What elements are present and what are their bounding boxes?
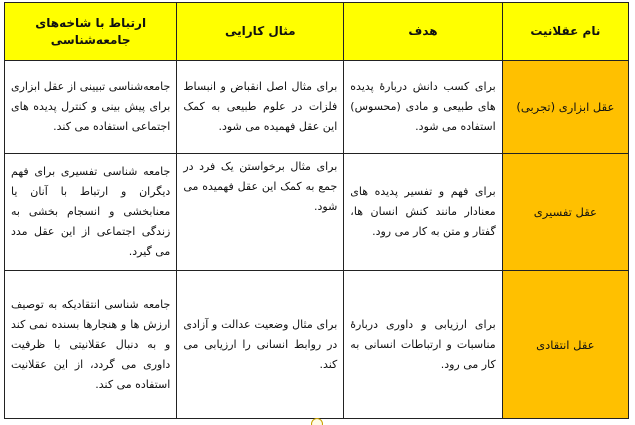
header-goal: هدف [344,3,502,61]
cell-name: عقل انتقادی [502,271,628,419]
cell-example: برای مثال اصل انقباض و انبساط فلزات در علوم طبیعی به کمک این عقل فهمیده می شود. [177,61,344,154]
header-name: نام عقلانیت [502,3,628,61]
cell-example: برای مثال برخواستن یک فرد در جمع به کمک این عقل فهمیده می شود. [177,154,344,271]
header-relation: ارتباط با شاخه‌های جامعه‌شناسی [5,3,177,61]
cell-goal: برای فهم و تفسیر پدیده های معنادار مانند کنش انسان ها، گفتار و متن به کار می رود. [344,154,502,271]
cell-relation: جامعه شناسی تفسیری برای فهم دیگران و ارتباط با آنان یا معنابخشی و انسجام بخشی به زندگی اجتماعی از این عقل مدد می گیرد. [5,154,177,271]
cell-relation: جامعه‌شناسی تبیینی از عقل ابزاری برای پیش بینی و کنترل پدیده های اجتماعی استفاده می کند. [5,61,177,154]
cell-example: برای مثال وضعیت عدالت و آزادی در روابط انسانی را ارزیابی می کند. [177,271,344,419]
table-row [5,61,629,154]
table-row [5,154,629,271]
page-marker-circle [311,418,323,425]
cell-name: عقل تفسیری [502,154,628,271]
cell-relation: جامعه شناسی انتقادیکه به توصیف ارزش ها و هنجارها بسنده نمی کند و به دنبال عقلانیتی با ظرفیت داوری می گردد، از این عقلانیت استفاده می کند. [5,271,177,419]
header-row [5,3,629,61]
table-row [5,271,629,419]
rationality-table [4,2,629,419]
cell-name: عقل ابزاری (تجربی) [502,61,628,154]
header-example: مثال کارایی [177,3,344,61]
cell-goal: برای ارزیابی و داوری دربارهٔ مناسبات و ارتباطات انسانی به کار می رود. [344,271,502,419]
cell-goal: برای کسب دانش دربارهٔ پدیده های طبیعی و مادی (محسوس) استفاده می شود. [344,61,502,154]
